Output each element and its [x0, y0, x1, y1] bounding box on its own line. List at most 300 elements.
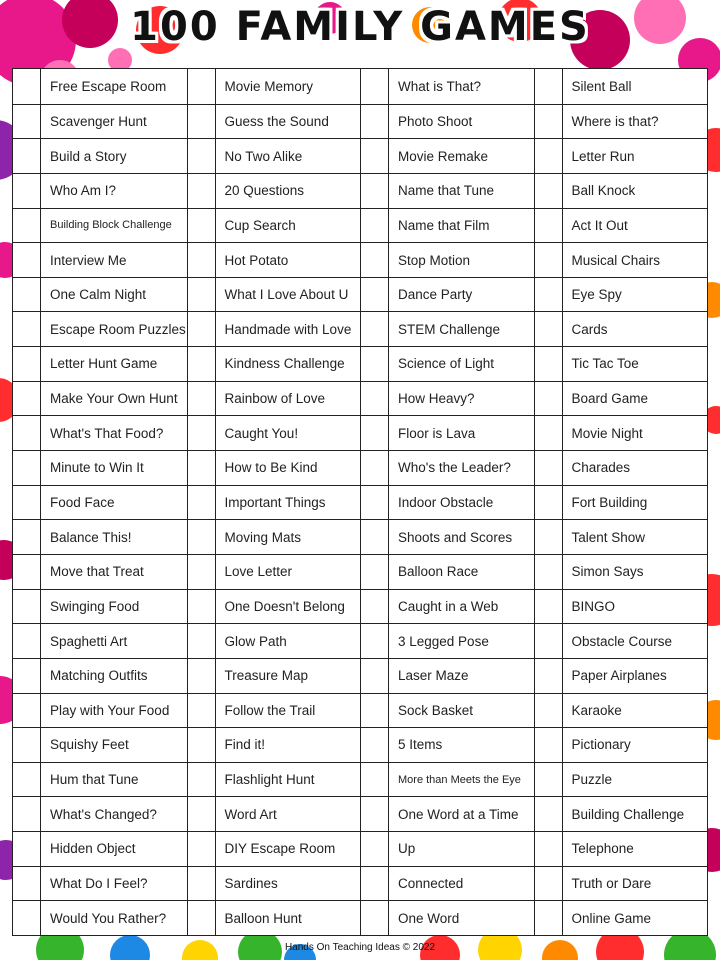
game-row	[188, 277, 361, 312]
game-row	[188, 311, 361, 346]
checkbox-cell[interactable]	[535, 867, 563, 901]
game-name: Board Game	[571, 391, 649, 407]
checkbox-cell[interactable]	[361, 832, 389, 866]
game-name: Treasure Map	[224, 668, 309, 684]
game-name: Photo Shoot	[398, 113, 473, 129]
game-name: Kindness Challenge	[224, 356, 345, 372]
game-name: Would You Rather?	[50, 910, 167, 926]
checkbox-cell[interactable]	[13, 312, 41, 346]
checkbox-cell[interactable]	[13, 728, 41, 762]
game-row	[13, 796, 187, 831]
game-name: Cup Search	[224, 217, 296, 233]
checkbox-cell[interactable]	[13, 832, 41, 866]
game-name: Fort Building	[571, 494, 648, 510]
game-row	[13, 900, 187, 935]
game-row	[361, 208, 534, 243]
checkbox-cell[interactable]	[535, 382, 563, 416]
game-row	[361, 277, 534, 312]
game-row	[13, 831, 187, 866]
game-name: Ball Knock	[571, 183, 636, 199]
checkbox-cell[interactable]	[13, 382, 41, 416]
game-name: Puzzle	[571, 772, 613, 788]
checkbox-cell[interactable]	[13, 486, 41, 520]
checkbox-cell[interactable]	[188, 901, 216, 935]
checkbox-cell[interactable]	[535, 555, 563, 589]
checkbox-cell[interactable]	[13, 209, 41, 243]
game-row	[535, 208, 708, 243]
checkbox-cell[interactable]	[188, 105, 216, 139]
game-row	[361, 658, 534, 693]
game-name: Word Art	[224, 806, 277, 822]
games-table	[12, 68, 708, 936]
game-name: Handmade with Love	[224, 321, 352, 337]
checkbox-cell[interactable]	[361, 347, 389, 381]
game-row	[188, 554, 361, 589]
game-row	[535, 796, 708, 831]
checkbox-cell[interactable]	[13, 797, 41, 831]
game-row	[188, 208, 361, 243]
game-row	[361, 866, 534, 901]
game-row	[535, 589, 708, 624]
game-name: Interview Me	[50, 252, 127, 268]
game-name: Up	[398, 841, 416, 857]
game-name: Paper Airplanes	[571, 668, 667, 684]
game-row	[361, 831, 534, 866]
checkbox-cell[interactable]	[361, 763, 389, 797]
game-name: Building Challenge	[571, 806, 685, 822]
game-name: Play with Your Food	[50, 702, 170, 718]
game-row	[13, 346, 187, 381]
game-name: How Heavy?	[398, 391, 475, 407]
game-row	[361, 727, 534, 762]
game-name: Tic Tac Toe	[571, 356, 639, 372]
checkbox-cell[interactable]	[361, 694, 389, 728]
game-name: Movie Memory	[224, 78, 314, 94]
game-name: Obstacle Course	[571, 633, 673, 649]
game-row	[13, 485, 187, 520]
game-name: BINGO	[571, 598, 616, 614]
game-row	[535, 69, 708, 104]
game-name: Musical Chairs	[571, 252, 661, 268]
game-name: Moving Mats	[224, 529, 302, 545]
checkbox-cell[interactable]	[535, 486, 563, 520]
game-name: 20 Questions	[224, 183, 305, 199]
game-name: Cards	[571, 321, 608, 337]
game-row	[188, 693, 361, 728]
game-row	[13, 450, 187, 485]
checkbox-cell[interactable]	[188, 520, 216, 554]
game-row	[535, 900, 708, 935]
checkbox-cell[interactable]	[188, 659, 216, 693]
game-name: Letter Hunt Game	[50, 356, 158, 372]
game-row	[361, 104, 534, 139]
checkbox-cell[interactable]	[13, 416, 41, 450]
game-name: Who Am I?	[50, 183, 117, 199]
game-name: What is That?	[398, 78, 482, 94]
checkbox-cell[interactable]	[535, 624, 563, 658]
game-row	[361, 138, 534, 173]
game-name: Caught in a Web	[398, 598, 499, 614]
checkbox-cell[interactable]	[188, 278, 216, 312]
game-row	[13, 381, 187, 416]
game-name: One Word	[398, 910, 460, 926]
checkbox-cell[interactable]	[535, 451, 563, 485]
checkbox-cell[interactable]	[188, 139, 216, 173]
game-name: Movie Remake	[398, 148, 489, 164]
checkbox-cell[interactable]	[188, 69, 216, 104]
game-name: Glow Path	[224, 633, 287, 649]
game-row	[13, 762, 187, 797]
game-name: Balloon Race	[398, 564, 479, 580]
game-name: Dance Party	[398, 287, 473, 303]
checkbox-cell[interactable]	[188, 867, 216, 901]
checkbox-cell[interactable]	[13, 624, 41, 658]
game-name: Follow the Trail	[224, 702, 316, 718]
checkbox-cell[interactable]	[361, 867, 389, 901]
checkbox-cell[interactable]	[361, 209, 389, 243]
game-name: One Word at a Time	[398, 806, 519, 822]
game-name: Stop Motion	[398, 252, 471, 268]
checkbox-cell[interactable]	[13, 763, 41, 797]
game-row	[188, 762, 361, 797]
game-name: Connected	[398, 876, 464, 892]
game-row	[361, 69, 534, 104]
game-name: Find it!	[224, 737, 266, 753]
game-name: Rainbow of Love	[224, 391, 326, 407]
checkbox-cell[interactable]	[535, 590, 563, 624]
game-row	[13, 693, 187, 728]
game-name: Letter Run	[571, 148, 635, 164]
checkbox-cell[interactable]	[188, 174, 216, 208]
checkbox-cell[interactable]	[361, 243, 389, 277]
game-name: Eye Spy	[571, 287, 622, 303]
checkbox-cell[interactable]	[361, 451, 389, 485]
game-row	[13, 208, 187, 243]
game-row	[188, 69, 361, 104]
checkbox-cell[interactable]	[361, 590, 389, 624]
game-name: Charades	[571, 460, 631, 476]
checkbox-cell[interactable]	[188, 486, 216, 520]
game-row	[361, 693, 534, 728]
checkbox-cell[interactable]	[535, 243, 563, 277]
checkbox-cell[interactable]	[361, 659, 389, 693]
game-name: Flashlight Hunt	[224, 772, 315, 788]
game-name: Important Things	[224, 494, 326, 510]
games-column	[534, 69, 708, 935]
game-name: Indoor Obstacle	[398, 494, 494, 510]
game-name: Scavenger Hunt	[50, 113, 147, 129]
game-name: Name that Film	[398, 217, 490, 233]
games-column	[187, 69, 361, 935]
game-name: Food Face	[50, 494, 115, 510]
game-row	[188, 346, 361, 381]
game-row	[188, 415, 361, 450]
game-row	[535, 242, 708, 277]
game-row	[13, 69, 187, 104]
game-row	[361, 173, 534, 208]
game-name: Love Letter	[224, 564, 293, 580]
checkbox-cell[interactable]	[13, 243, 41, 277]
game-name: Balloon Hunt	[224, 910, 302, 926]
game-row	[535, 485, 708, 520]
game-name: Name that Tune	[398, 183, 495, 199]
checkbox-cell[interactable]	[535, 69, 563, 104]
game-row	[13, 519, 187, 554]
checkbox-cell[interactable]	[13, 694, 41, 728]
game-name: Movie Night	[571, 425, 643, 441]
game-row	[361, 519, 534, 554]
game-row	[188, 519, 361, 554]
game-row	[188, 900, 361, 935]
checkbox-cell[interactable]	[188, 416, 216, 450]
game-row	[361, 554, 534, 589]
game-row	[535, 311, 708, 346]
game-name: What's Changed?	[50, 806, 157, 822]
game-name: STEM Challenge	[398, 321, 501, 337]
game-name: Telephone	[571, 841, 634, 857]
game-name: Act It Out	[571, 217, 628, 233]
game-row	[188, 242, 361, 277]
game-name: Truth or Dare	[571, 876, 652, 892]
checkbox-cell[interactable]	[361, 901, 389, 935]
checkbox-cell[interactable]	[188, 590, 216, 624]
game-name: What Do I Feel?	[50, 876, 148, 892]
game-row	[535, 693, 708, 728]
game-row	[188, 796, 361, 831]
checkbox-cell[interactable]	[13, 105, 41, 139]
checkbox-cell[interactable]	[13, 347, 41, 381]
game-name: Minute to Win It	[50, 460, 144, 476]
game-row	[13, 866, 187, 901]
game-row	[535, 727, 708, 762]
game-name: Move that Treat	[50, 564, 144, 580]
game-name: Online Game	[571, 910, 652, 926]
game-name: Floor is Lava	[398, 425, 476, 441]
game-name: Laser Maze	[398, 668, 469, 684]
game-row	[188, 831, 361, 866]
game-row	[13, 658, 187, 693]
checkbox-cell[interactable]	[188, 382, 216, 416]
game-row	[188, 485, 361, 520]
checkbox-cell[interactable]	[13, 69, 41, 104]
checkbox-cell[interactable]	[535, 174, 563, 208]
game-row	[13, 242, 187, 277]
copyright-footer: Hands On Teaching Ideas © 2022	[284, 942, 436, 953]
game-row	[188, 173, 361, 208]
game-row	[535, 415, 708, 450]
checkbox-cell[interactable]	[188, 694, 216, 728]
checkbox-cell[interactable]	[188, 347, 216, 381]
checkbox-cell[interactable]	[361, 416, 389, 450]
page-title: 100 FAMILY GAMES	[130, 4, 590, 50]
checkbox-cell[interactable]	[188, 209, 216, 243]
game-row	[13, 415, 187, 450]
game-name: More than Meets the Eye	[398, 773, 521, 786]
checkbox-cell[interactable]	[535, 694, 563, 728]
checkbox-cell[interactable]	[361, 139, 389, 173]
game-row	[188, 381, 361, 416]
game-row	[13, 311, 187, 346]
game-row	[535, 519, 708, 554]
checkbox-cell[interactable]	[188, 763, 216, 797]
game-row	[361, 242, 534, 277]
game-row	[13, 277, 187, 312]
checkbox-cell[interactable]	[535, 763, 563, 797]
game-name: Shoots and Scores	[398, 529, 513, 545]
checkbox-cell[interactable]	[361, 486, 389, 520]
game-name: Where is that?	[571, 113, 659, 129]
checkbox-cell[interactable]	[535, 901, 563, 935]
checkbox-cell[interactable]	[535, 209, 563, 243]
checkbox-cell[interactable]	[13, 867, 41, 901]
checkbox-cell[interactable]	[535, 728, 563, 762]
game-name: Guess the Sound	[224, 113, 329, 129]
checkbox-cell[interactable]	[188, 832, 216, 866]
game-name: Make Your Own Hunt	[50, 391, 178, 407]
checkbox-cell[interactable]	[535, 659, 563, 693]
game-row	[13, 173, 187, 208]
checkbox-cell[interactable]	[535, 278, 563, 312]
game-row	[535, 623, 708, 658]
checkbox-cell[interactable]	[535, 312, 563, 346]
game-row	[188, 623, 361, 658]
checkbox-cell[interactable]	[361, 174, 389, 208]
game-name: Matching Outfits	[50, 668, 148, 684]
checkbox-cell[interactable]	[361, 382, 389, 416]
checkbox-cell[interactable]	[535, 832, 563, 866]
game-name: Sock Basket	[398, 702, 474, 718]
game-name: Talent Show	[571, 529, 646, 545]
checkbox-cell[interactable]	[13, 520, 41, 554]
checkbox-cell[interactable]	[361, 520, 389, 554]
game-row	[188, 589, 361, 624]
game-name: Sardines	[224, 876, 278, 892]
game-row	[361, 346, 534, 381]
checkbox-cell[interactable]	[188, 728, 216, 762]
game-name: Swinging Food	[50, 598, 140, 614]
game-row	[535, 381, 708, 416]
checkbox-cell[interactable]	[361, 312, 389, 346]
game-name: Build a Story	[50, 148, 127, 164]
game-name: 5 Items	[398, 737, 443, 753]
game-row	[535, 104, 708, 139]
game-name: 3 Legged Pose	[398, 633, 489, 649]
game-name: Hidden Object	[50, 841, 136, 857]
game-name: One Doesn't Belong	[224, 598, 345, 614]
checkbox-cell[interactable]	[13, 659, 41, 693]
game-row	[13, 727, 187, 762]
game-row	[361, 623, 534, 658]
checkbox-cell[interactable]	[188, 555, 216, 589]
game-name: Free Escape Room	[50, 78, 167, 94]
game-name: Building Block Challenge	[50, 219, 172, 232]
game-row	[13, 589, 187, 624]
game-name: Caught You!	[224, 425, 299, 441]
game-row	[535, 346, 708, 381]
game-row	[535, 554, 708, 589]
checkbox-cell[interactable]	[361, 278, 389, 312]
game-row	[13, 104, 187, 139]
checkbox-cell[interactable]	[361, 797, 389, 831]
game-row	[188, 450, 361, 485]
game-row	[188, 658, 361, 693]
game-row	[535, 450, 708, 485]
game-row	[535, 277, 708, 312]
checkbox-cell[interactable]	[535, 797, 563, 831]
checkbox-cell[interactable]	[13, 278, 41, 312]
game-name: DIY Escape Room	[224, 841, 336, 857]
checkbox-cell[interactable]	[188, 624, 216, 658]
game-row	[361, 900, 534, 935]
checkbox-cell[interactable]	[13, 901, 41, 935]
checkbox-cell[interactable]	[361, 555, 389, 589]
game-row	[13, 138, 187, 173]
game-name: Escape Room Puzzles	[50, 321, 186, 337]
game-name: What I Love About U	[224, 287, 349, 303]
checkbox-cell[interactable]	[13, 555, 41, 589]
game-row	[188, 866, 361, 901]
game-name: No Two Alike	[224, 148, 303, 164]
checkbox-cell[interactable]	[188, 797, 216, 831]
checkbox-cell[interactable]	[188, 243, 216, 277]
game-name: Silent Ball	[571, 78, 632, 94]
checkbox-cell[interactable]	[361, 69, 389, 104]
game-row	[535, 658, 708, 693]
game-name: Hot Potato	[224, 252, 289, 268]
checkbox-cell[interactable]	[13, 451, 41, 485]
game-name: Squishy Feet	[50, 737, 129, 753]
game-name: Hum that Tune	[50, 772, 139, 788]
checkbox-cell[interactable]	[13, 139, 41, 173]
game-row	[535, 831, 708, 866]
game-row	[535, 762, 708, 797]
game-name: Science of Light	[398, 356, 495, 372]
checkbox-cell[interactable]	[535, 105, 563, 139]
game-row	[361, 589, 534, 624]
game-name: What's That Food?	[50, 425, 164, 441]
game-name: Who's the Leader?	[398, 460, 511, 476]
game-name: Spaghetti Art	[50, 633, 128, 649]
games-column	[13, 69, 187, 935]
checkbox-cell[interactable]	[361, 105, 389, 139]
games-column	[360, 69, 534, 935]
checkbox-cell[interactable]	[13, 174, 41, 208]
checkbox-cell[interactable]	[361, 728, 389, 762]
checkbox-cell[interactable]	[361, 624, 389, 658]
game-row	[361, 485, 534, 520]
checkbox-cell[interactable]	[535, 139, 563, 173]
game-name: Balance This!	[50, 529, 132, 545]
checkbox-cell[interactable]	[535, 347, 563, 381]
game-row	[361, 381, 534, 416]
game-name: Pictionary	[571, 737, 631, 753]
game-row	[361, 796, 534, 831]
checkbox-cell[interactable]	[188, 451, 216, 485]
game-row	[361, 762, 534, 797]
game-row	[535, 866, 708, 901]
checkbox-cell[interactable]	[188, 312, 216, 346]
game-name: Karaoke	[571, 702, 622, 718]
game-row	[188, 727, 361, 762]
game-row	[188, 138, 361, 173]
game-name: One Calm Night	[50, 287, 147, 303]
game-row	[361, 311, 534, 346]
checkbox-cell[interactable]	[535, 520, 563, 554]
game-row	[535, 173, 708, 208]
game-row	[188, 104, 361, 139]
checkbox-cell[interactable]	[535, 416, 563, 450]
checkbox-cell[interactable]	[13, 590, 41, 624]
